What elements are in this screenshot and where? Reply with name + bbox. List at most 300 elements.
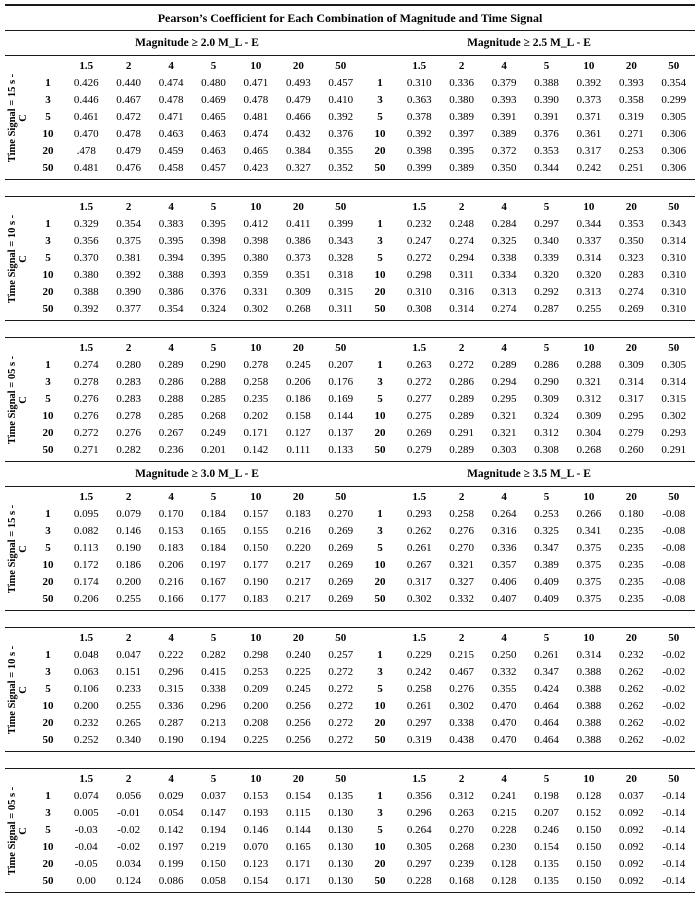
value-cell: 0.217 (285, 559, 311, 571)
value-cell: 0.314 (661, 235, 687, 247)
value-cell: 0.263 (406, 359, 432, 371)
value-cell: 0.183 (243, 593, 269, 605)
row-label: 5 (377, 542, 383, 554)
value-cell: 0.135 (534, 875, 559, 887)
value-cell: 0.262 (618, 700, 644, 712)
value-cell: 0.291 (449, 427, 474, 439)
value-cell: 0.253 (243, 666, 269, 678)
col-header: 50 (668, 342, 680, 354)
value-cell: 0.274 (618, 286, 644, 298)
time-signal-label-line1: Time Signal = 15 s - (7, 504, 18, 593)
value-cell: 0.321 (491, 410, 517, 422)
value-cell: 0.315 (661, 393, 687, 405)
value-cell: 0.357 (491, 559, 517, 571)
value-cell: 0.150 (576, 875, 602, 887)
value-cell: 0.297 (406, 858, 432, 870)
value-cell: 0.398 (406, 145, 432, 157)
value-cell: 0.293 (661, 427, 687, 439)
value-cell: 0.361 (576, 128, 602, 140)
col-header: 5 (210, 201, 217, 213)
value-cell: 0.354 (158, 303, 184, 315)
col-header: 2 (458, 491, 465, 503)
value-cell: 0.130 (328, 841, 354, 853)
value-cell: 0.268 (201, 410, 226, 422)
row-label: 3 (377, 94, 383, 106)
col-header: 5 (210, 632, 217, 644)
value-cell: 0.286 (534, 359, 559, 371)
value-cell: 0.215 (449, 649, 474, 661)
value-cell: 0.355 (328, 145, 354, 157)
value-cell: 0.092 (618, 824, 644, 836)
value-cell: 0.172 (73, 559, 99, 571)
time-signal-label-line1: Time Signal = 05 s - (7, 786, 18, 875)
value-cell: 0.142 (243, 444, 269, 456)
value-cell: -0.02 (662, 717, 686, 729)
value-cell: 0.272 (406, 252, 432, 264)
value-cell: 0.305 (661, 111, 687, 123)
value-cell: 0.165 (201, 525, 226, 537)
value-cell: 0.092 (618, 807, 644, 819)
value-cell: 0.310 (661, 252, 687, 264)
value-cell: 0.391 (491, 111, 517, 123)
row-label: 10 (374, 269, 386, 281)
value-cell: 0.383 (158, 218, 184, 230)
value-cell: 0.339 (534, 252, 559, 264)
magnitude-group-row (5, 31, 695, 56)
value-cell: 0.474 (158, 77, 184, 89)
row-label: 10 (42, 410, 54, 422)
time-signal-label (5, 58, 31, 177)
value-cell: 0.289 (449, 444, 474, 456)
value-cell: 0.272 (73, 427, 99, 439)
col-header: 50 (335, 342, 347, 354)
value-cell: 0.282 (201, 649, 226, 661)
value-cell: 0.279 (618, 427, 644, 439)
value-cell: 0.037 (201, 790, 226, 802)
value-cell: 0.358 (618, 94, 644, 106)
value-cell: 0.393 (618, 77, 644, 89)
row-label: 5 (45, 683, 51, 695)
value-cell: 0.293 (406, 508, 432, 520)
row-label: 3 (45, 666, 51, 678)
value-cell: 0.144 (328, 410, 354, 422)
value-cell: 0.306 (661, 145, 687, 157)
col-header: 10 (583, 201, 595, 213)
value-cell: 0.347 (534, 542, 559, 554)
value-cell: 0.481 (73, 162, 99, 174)
row-label: 50 (42, 875, 54, 887)
value-cell: 0.432 (285, 128, 311, 140)
value-cell: 0.289 (491, 359, 517, 371)
value-cell: 0.337 (576, 235, 602, 247)
col-header: 50 (668, 60, 680, 72)
value-cell: 0.256 (285, 717, 311, 729)
value-cell: 0.393 (201, 269, 226, 281)
value-cell: 0.324 (201, 303, 226, 315)
value-cell: 0.376 (201, 286, 226, 298)
value-cell: 0.356 (73, 235, 99, 247)
value-cell: -0.02 (662, 734, 686, 746)
row-label: 1 (377, 790, 383, 802)
col-header: 1.5 (412, 60, 427, 72)
corner-cell (31, 58, 65, 75)
value-cell: 0.258 (449, 508, 474, 520)
corner-cell (362, 630, 398, 647)
value-cell: 0.467 (449, 666, 474, 678)
value-cell: 0.446 (73, 94, 99, 106)
value-cell: 0.275 (406, 410, 432, 422)
value-cell: 0.292 (534, 286, 559, 298)
value-cell: 0.261 (534, 649, 559, 661)
value-cell: 0.269 (618, 303, 644, 315)
row-label: 10 (374, 559, 386, 571)
value-cell: 0.289 (449, 393, 474, 405)
value-cell: 0.177 (243, 559, 269, 571)
value-cell: 0.269 (328, 525, 354, 537)
value-cell: 0.232 (618, 649, 644, 661)
value-cell: 0.276 (116, 427, 141, 439)
row-label: 10 (374, 128, 386, 140)
col-header: 50 (335, 632, 347, 644)
value-cell: 0.111 (286, 444, 311, 456)
value-cell: 0.135 (534, 858, 559, 870)
value-cell: 0.174 (73, 576, 99, 588)
col-header: 10 (250, 773, 262, 785)
value-cell: 0.220 (285, 542, 311, 554)
value-cell: 0.288 (158, 393, 184, 405)
value-cell: 0.074 (73, 790, 99, 802)
value-cell: 0.314 (576, 252, 602, 264)
value-cell: 0.343 (328, 235, 354, 247)
value-cell: 0.260 (618, 444, 644, 456)
value-cell: 0.309 (618, 359, 644, 371)
col-header: 10 (583, 632, 595, 644)
col-header: 4 (168, 491, 174, 503)
row-label: 20 (42, 427, 54, 439)
value-cell: 0.380 (449, 94, 474, 106)
value-cell: 0.313 (576, 286, 602, 298)
value-cell: 0.469 (201, 94, 226, 106)
col-header: 4 (501, 773, 507, 785)
value-cell: 0.264 (491, 508, 517, 520)
value-cell: 0.225 (285, 666, 311, 678)
value-cell: 0.262 (618, 717, 644, 729)
value-cell: 0.070 (243, 841, 269, 853)
col-header: 2 (125, 60, 132, 72)
value-cell: 0.315 (158, 683, 184, 695)
value-cell: 0.388 (576, 700, 602, 712)
value-cell: 0.314 (449, 303, 474, 315)
value-cell: 0.283 (116, 376, 141, 388)
value-cell: 0.372 (491, 145, 517, 157)
value-cell: 0.272 (406, 376, 432, 388)
value-cell: 0.153 (243, 790, 269, 802)
value-cell: 0.309 (576, 410, 602, 422)
value-cell: 0.150 (576, 824, 602, 836)
col-header: 5 (543, 632, 550, 644)
row-label: 50 (42, 593, 54, 605)
value-cell: 0.029 (158, 790, 184, 802)
value-cell: 0.336 (491, 542, 517, 554)
corner-cell (362, 489, 398, 506)
value-cell: 0.327 (285, 162, 311, 174)
value-cell: 0.390 (116, 286, 141, 298)
row-label: 1 (45, 790, 51, 802)
col-header: 4 (168, 773, 174, 785)
value-cell: 0.247 (406, 235, 432, 247)
value-cell: 0.270 (449, 542, 474, 554)
value-cell: 0.274 (491, 303, 517, 315)
value-cell: -0.02 (662, 700, 686, 712)
value-cell: 0.302 (243, 303, 269, 315)
row-label: 5 (377, 252, 383, 264)
col-header: 4 (501, 632, 507, 644)
row-label: 20 (42, 717, 54, 729)
value-cell: 0.241 (491, 790, 517, 802)
value-cell: -0.08 (662, 576, 686, 588)
value-cell: 0.332 (449, 593, 474, 605)
value-cell: 0.318 (328, 269, 354, 281)
time-signal-section (5, 768, 695, 893)
time-signal-label-line2: C (18, 254, 29, 263)
value-cell: 0.228 (406, 875, 432, 887)
value-cell: 0.324 (534, 410, 559, 422)
value-cell: 0.314 (618, 376, 644, 388)
value-cell: 0.359 (243, 269, 269, 281)
value-cell: 0.317 (618, 393, 644, 405)
value-cell: 0.137 (328, 427, 354, 439)
value-cell: -0.03 (74, 824, 98, 836)
value-cell: 0.380 (243, 252, 269, 264)
value-cell: 0.399 (406, 162, 432, 174)
value-cell: 0.304 (576, 427, 602, 439)
value-cell: 0.384 (285, 145, 311, 157)
value-cell: 0.363 (406, 94, 432, 106)
value-cell: 0.394 (158, 252, 184, 264)
value-cell: 0.239 (449, 858, 474, 870)
value-cell: 0.082 (73, 525, 99, 537)
row-label: 1 (45, 77, 51, 89)
value-cell: 0.285 (201, 393, 226, 405)
value-cell: 0.341 (576, 525, 602, 537)
value-cell: 0.274 (73, 359, 99, 371)
value-cell: 0.395 (449, 145, 474, 157)
col-header: 50 (668, 201, 680, 213)
value-cell: -0.14 (662, 858, 686, 870)
value-cell: 0.391 (534, 111, 559, 123)
value-cell: 0.262 (406, 525, 432, 537)
row-label: 5 (45, 393, 51, 405)
value-cell: 0.209 (243, 683, 269, 695)
section-grid (31, 199, 695, 318)
value-cell: 0.276 (73, 393, 99, 405)
value-cell: 0.463 (201, 128, 226, 140)
col-header: 2 (458, 201, 465, 213)
value-cell: 0.144 (285, 824, 311, 836)
value-cell: 0.296 (201, 700, 226, 712)
value-cell: 0.480 (201, 77, 226, 89)
value-cell: 0.245 (285, 359, 311, 371)
value-cell: 0.395 (201, 218, 226, 230)
value-cell: 0.170 (158, 508, 184, 520)
section-grid (31, 58, 695, 177)
value-cell: 0.310 (406, 286, 432, 298)
col-header: 10 (583, 773, 595, 785)
time-signal-label-text (7, 645, 29, 733)
value-cell: 0.375 (116, 235, 141, 247)
value-cell: 0.200 (243, 700, 269, 712)
section-grid (31, 340, 695, 459)
value-cell: 0.095 (73, 508, 99, 520)
row-label: 3 (45, 94, 51, 106)
row-label: 3 (377, 666, 383, 678)
col-header: 5 (543, 773, 550, 785)
time-signal-label-line2: C (18, 826, 29, 835)
row-label: 1 (377, 359, 383, 371)
value-cell: 0.306 (661, 128, 687, 140)
time-signal-label-text (7, 786, 29, 874)
value-cell: 0.242 (406, 666, 432, 678)
value-cell: 0.206 (73, 593, 99, 605)
value-cell: 0.272 (328, 734, 354, 746)
corner-cell (31, 771, 65, 788)
value-cell: 0.320 (534, 269, 559, 281)
row-label: 10 (374, 841, 386, 853)
value-cell: 0.309 (534, 393, 559, 405)
col-header: 20 (292, 201, 304, 213)
value-cell: 0.399 (328, 218, 354, 230)
value-cell: 0.464 (534, 717, 559, 729)
col-header: 1.5 (79, 632, 94, 644)
col-header: 5 (543, 60, 550, 72)
value-cell: 0.347 (534, 666, 559, 678)
value-cell: 0.276 (449, 525, 474, 537)
value-cell: -0.02 (662, 683, 686, 695)
row-label: 10 (42, 700, 54, 712)
value-cell: 0.199 (158, 858, 184, 870)
value-cell: 0.310 (406, 77, 432, 89)
time-signal-section (5, 337, 695, 462)
value-cell: 0.312 (449, 790, 474, 802)
value-cell: 0.287 (158, 717, 184, 729)
value-cell: 0.288 (201, 376, 226, 388)
time-signal-section (5, 487, 695, 611)
time-signal-label (5, 630, 31, 749)
value-cell: 0.459 (158, 145, 184, 157)
value-cell: 0.380 (73, 269, 99, 281)
value-cell: 0.258 (406, 683, 432, 695)
value-cell: 0.392 (116, 269, 141, 281)
value-cell: 0.395 (158, 235, 184, 247)
row-label: 10 (374, 700, 386, 712)
value-cell: 0.058 (201, 875, 226, 887)
value-cell: 0.344 (576, 218, 602, 230)
value-cell: 0.309 (285, 286, 311, 298)
value-cell: 0.248 (449, 218, 474, 230)
value-cell: 0.272 (328, 683, 354, 695)
value-cell: 0.327 (449, 576, 474, 588)
row-label: 1 (377, 649, 383, 661)
row-label: 10 (42, 128, 54, 140)
col-header: 50 (335, 60, 347, 72)
col-header: 1.5 (79, 201, 94, 213)
value-cell: -0.08 (662, 542, 686, 554)
value-cell: 0.213 (201, 717, 226, 729)
value-cell: 0.242 (576, 162, 602, 174)
value-cell: 0.154 (285, 790, 311, 802)
value-cell: 0.336 (449, 77, 474, 89)
value-cell: 0.130 (328, 807, 354, 819)
value-cell: 0.249 (201, 427, 226, 439)
value-cell: 0.054 (158, 807, 184, 819)
value-cell: 0.229 (406, 649, 432, 661)
value-cell: 0.338 (449, 717, 474, 729)
col-header: 10 (583, 491, 595, 503)
value-cell: 0.409 (534, 576, 559, 588)
value-cell: 0.353 (618, 218, 644, 230)
col-header: 2 (125, 342, 132, 354)
value-cell: 0.375 (576, 593, 602, 605)
value-cell: 0.440 (116, 77, 141, 89)
col-header: 4 (501, 60, 507, 72)
value-cell: 0.388 (576, 734, 602, 746)
time-signal-section (5, 196, 695, 321)
value-cell: 0.270 (328, 508, 354, 520)
value-cell: 0.334 (491, 269, 517, 281)
value-cell: 0.288 (576, 359, 602, 371)
value-cell: 0.317 (406, 576, 432, 588)
value-cell: 0.389 (449, 162, 474, 174)
value-cell: -0.04 (74, 841, 98, 853)
value-cell: 0.298 (243, 649, 269, 661)
value-cell: 0.256 (285, 734, 311, 746)
row-label: 10 (374, 410, 386, 422)
row-label: 5 (45, 252, 51, 264)
value-cell: 0.251 (618, 162, 644, 174)
value-cell: 0.034 (116, 858, 141, 870)
group-header-left: Magnitude ≥ 2.0 M_L - E (135, 37, 259, 49)
value-cell: 0.184 (201, 542, 226, 554)
col-header: 2 (458, 342, 465, 354)
value-cell: 0.297 (534, 218, 559, 230)
value-cell: 0.393 (491, 94, 517, 106)
value-cell: 0.128 (491, 875, 517, 887)
value-cell: 0.128 (576, 790, 602, 802)
col-header: 20 (625, 632, 637, 644)
col-header: 2 (458, 60, 465, 72)
row-label: 5 (377, 111, 383, 123)
value-cell: 0.261 (406, 542, 432, 554)
value-cell: 0.371 (576, 111, 602, 123)
value-cell: 0.268 (576, 444, 602, 456)
value-cell: -0.01 (117, 807, 141, 819)
value-cell: 0.222 (158, 649, 184, 661)
col-header: 4 (168, 632, 174, 644)
value-cell: 0.151 (116, 666, 141, 678)
value-cell: 0.256 (285, 700, 311, 712)
col-header: 4 (168, 60, 174, 72)
value-cell: -0.08 (662, 559, 686, 571)
value-cell: 0.219 (201, 841, 226, 853)
col-header: 1.5 (412, 491, 427, 503)
row-label: 5 (45, 542, 51, 554)
value-cell: 0.388 (576, 717, 602, 729)
row-label: 1 (45, 508, 51, 520)
value-cell: 0.206 (285, 376, 311, 388)
value-cell: 0.262 (618, 683, 644, 695)
col-header: 1.5 (412, 773, 427, 785)
value-cell: 0.235 (243, 393, 269, 405)
